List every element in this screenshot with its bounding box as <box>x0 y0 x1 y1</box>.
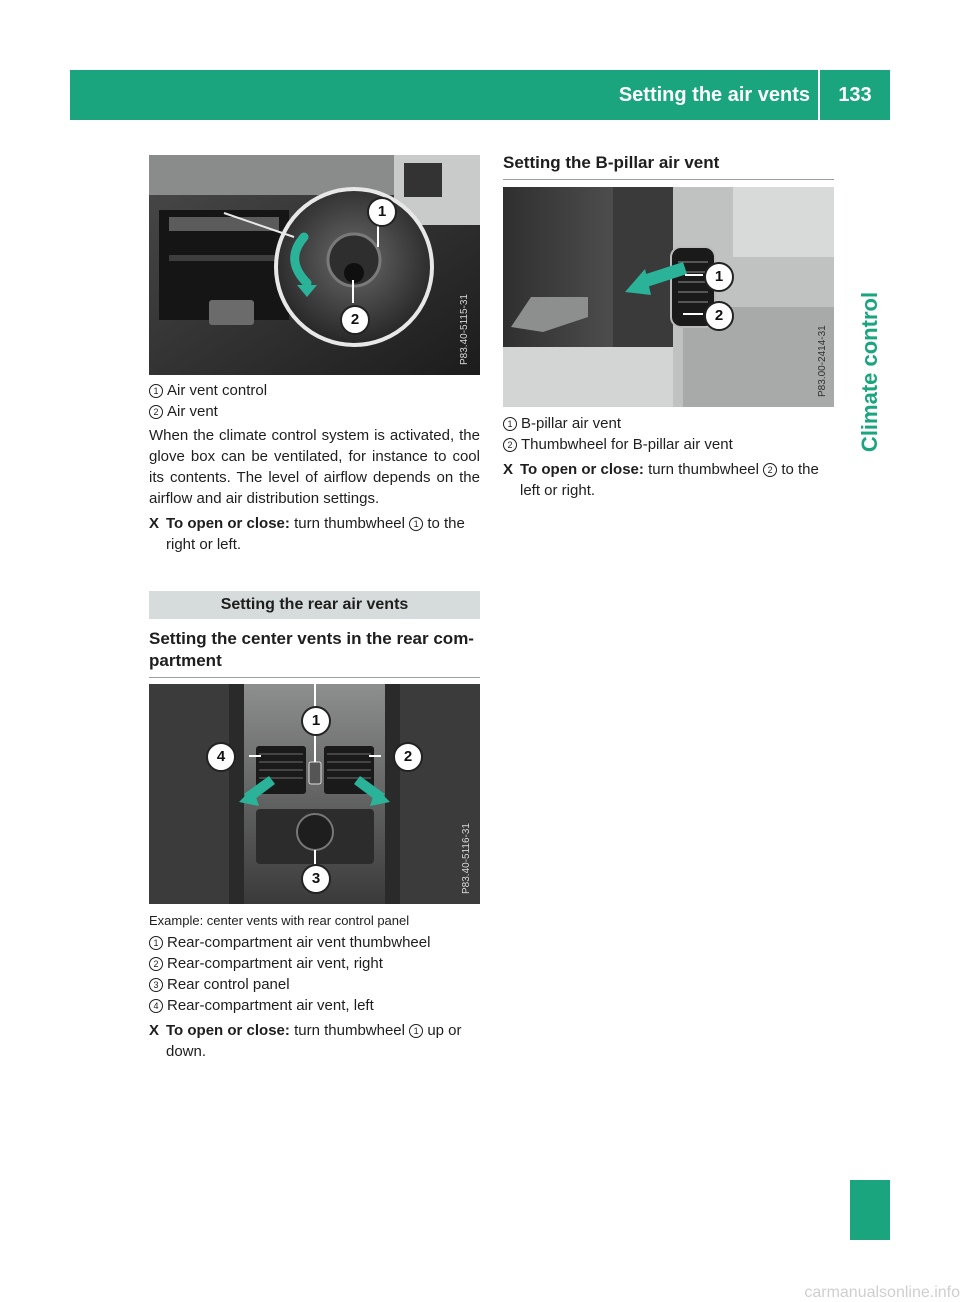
list-item <box>149 953 480 974</box>
figure-code-bpillar: P83.00-2414-31 <box>817 325 828 397</box>
instruction-step <box>149 513 480 555</box>
list-item <box>149 995 480 1016</box>
bpillar-illustration <box>503 187 834 407</box>
glovebox-paragraph: When the climate control system is activated, the glove box can be ventilated, for instance to cool its contents. The level of airflow depends on the airflow and air distribution settings. <box>149 427 480 507</box>
item-text: Air vent control <box>167 382 268 399</box>
item-text: B-pillar air vent <box>521 415 622 432</box>
section-rule <box>503 179 834 180</box>
list-item <box>149 932 480 953</box>
figure-glovebox-vent <box>149 155 480 375</box>
subsection-title-center-vents: Setting the center vents in the rear com-partment <box>149 629 474 670</box>
figure-caption: Example: center vents with rear control panel <box>149 913 410 928</box>
step-lead: To open or close: <box>166 1022 290 1039</box>
step-ref: 1 <box>409 517 423 531</box>
side-tab <box>850 122 890 1264</box>
step-pre: turn thumbwheel <box>294 1022 405 1039</box>
callout-2: 2 <box>704 301 734 331</box>
figure-code-rear: P83.40-5116-31 <box>461 823 472 894</box>
list-item <box>149 974 480 995</box>
item-number: 3 <box>149 978 163 992</box>
step-bullet: X <box>149 1022 160 1039</box>
item-text: Rear control panel <box>167 976 290 993</box>
item-number: 2 <box>149 405 163 419</box>
page-number: 133 <box>838 84 872 106</box>
side-tab-marker <box>850 1180 890 1240</box>
step-post: up or down. <box>166 1022 462 1060</box>
header-title: Setting the air vents <box>618 84 810 106</box>
section-title-rear-vents: Setting the rear air vents <box>149 591 480 619</box>
footer-watermark: carmanualsonline.info <box>804 1284 960 1301</box>
item-text: Thumbwheel for B-pillar air vent <box>521 436 733 453</box>
callout-1: 1 <box>367 197 397 227</box>
list-item <box>503 413 834 434</box>
subsection-rule <box>149 677 480 678</box>
side-tab-label-wrap <box>830 122 910 622</box>
side-tab-label: Climate control <box>857 291 882 453</box>
item-text: Air vent <box>167 403 218 420</box>
item-text: Rear-compartment air vent, left <box>167 997 374 1014</box>
item-number: 1 <box>149 936 163 950</box>
callout-4: 4 <box>206 742 236 772</box>
instruction-step <box>149 1020 480 1062</box>
item-text: Rear-compartment air vent, right <box>167 955 383 972</box>
step-bullet: X <box>149 515 160 532</box>
glovebox-illustration <box>149 155 480 375</box>
step-lead: To open or close: <box>520 461 644 478</box>
step-post: to the left or right. <box>520 461 819 499</box>
list-item <box>149 380 480 401</box>
item-number: 1 <box>503 417 517 431</box>
step-bullet: X <box>503 461 514 478</box>
list-item <box>149 401 480 422</box>
callout-1: 1 <box>704 262 734 292</box>
figure-rear-center-vents <box>149 684 480 904</box>
step-pre: turn thumbwheel <box>294 515 405 532</box>
step-pre: turn thumbwheel <box>648 461 759 478</box>
callout-3: 3 <box>301 864 331 894</box>
item-text: Rear-compartment air vent thumbwheel <box>167 934 431 951</box>
glovebox-text-block <box>149 380 480 555</box>
step-post: to the right or left. <box>166 515 465 553</box>
step-lead: To open or close: <box>166 515 290 532</box>
rear-text-block <box>149 912 480 1062</box>
step-ref: 2 <box>763 463 777 477</box>
item-number: 2 <box>149 957 163 971</box>
item-number: 1 <box>149 384 163 398</box>
figure-code-glovebox: P83.40-5115-31 <box>459 294 470 365</box>
page-header <box>70 70 890 120</box>
section-title-bpillar: Setting the B-pillar air vent <box>503 153 720 172</box>
bpillar-text-block <box>503 413 834 501</box>
step-ref: 1 <box>409 1024 423 1038</box>
list-item <box>503 434 834 455</box>
instruction-step <box>503 459 834 501</box>
callout-1: 1 <box>301 706 331 736</box>
callout-2: 2 <box>340 305 370 335</box>
figure-bpillar-vent <box>503 187 834 407</box>
callout-2: 2 <box>393 742 423 772</box>
item-number: 2 <box>503 438 517 452</box>
item-number: 4 <box>149 999 163 1013</box>
